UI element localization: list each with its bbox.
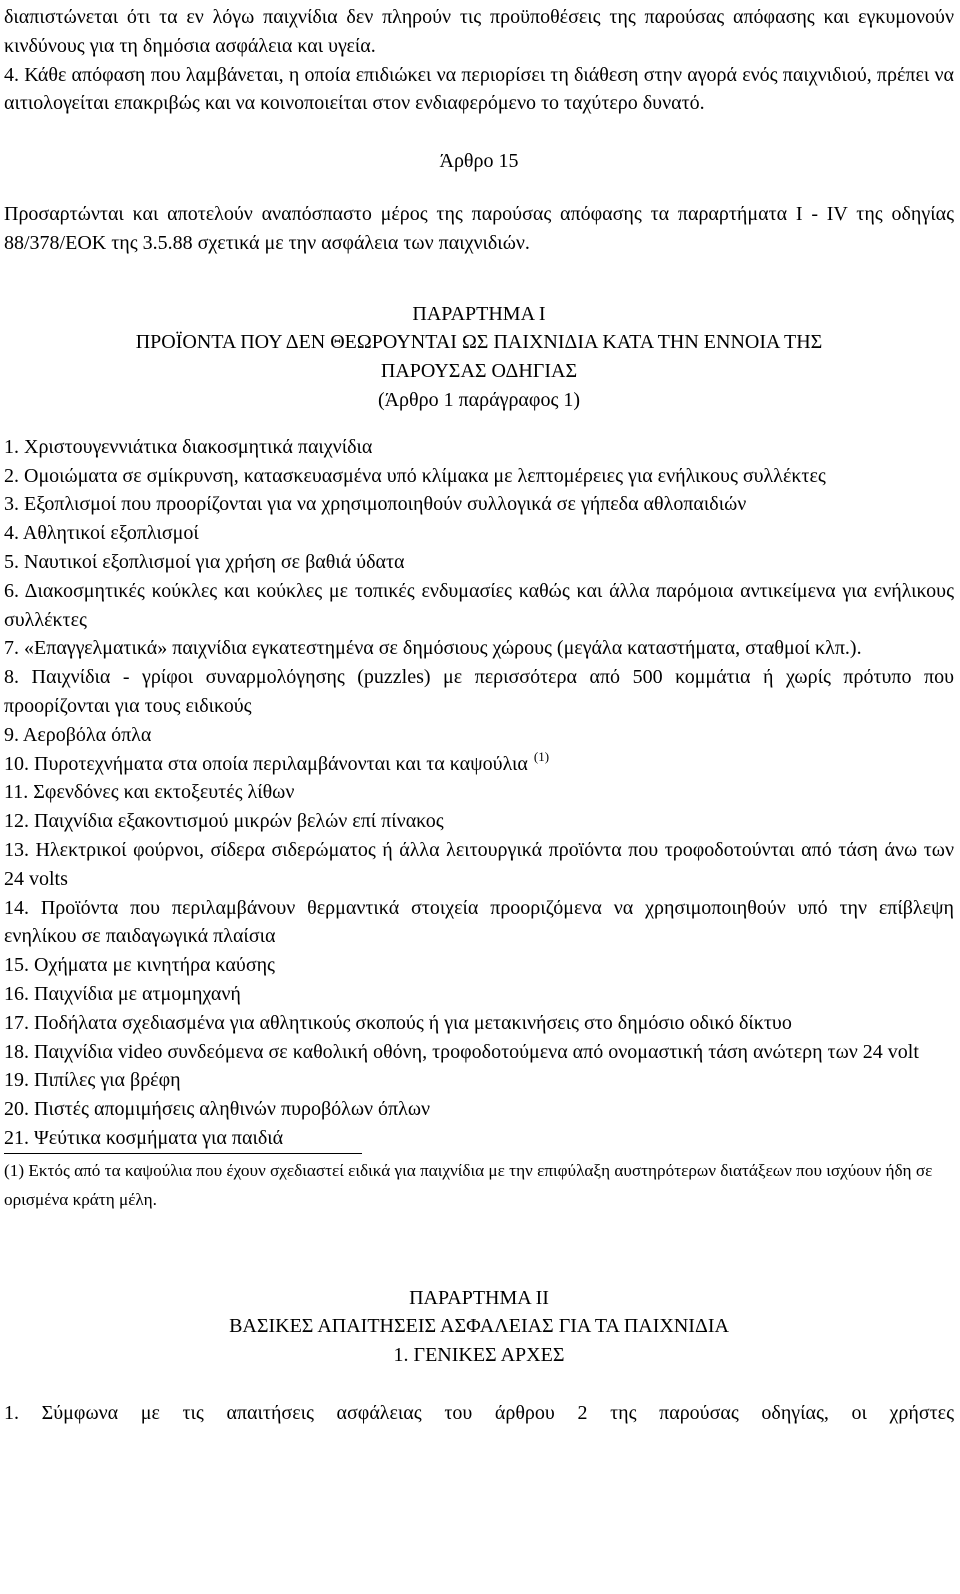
annex-1-title: ΠΑΡΑΡΤΗΜΑ Ι bbox=[412, 302, 546, 325]
list-item: 20. Πιστές απομιμήσεις αληθινών πυροβόλων όπλων bbox=[4, 1098, 431, 1121]
list-item: 12. Παιχνίδια εξακοντισμού μικρών βελών επί πίνακος bbox=[4, 810, 444, 833]
annex-2-header bbox=[4, 1284, 954, 1370]
footnote-text: (1) Εκτός από τα καψούλια που έχουν σχεδιαστεί ειδικά για παιχνίδια με την επιφύλαξη αυστηρότερων διατάξεων που ισχύουν ήδη σε ορισμένα κράτη μέλη. bbox=[4, 1160, 933, 1209]
list-item: 1. Χριστουγεννιάτικα διακοσμητικά παιχνίδια bbox=[4, 435, 373, 458]
annex-2-section-title: 1. ΓΕΝΙΚΕΣ ΑΡΧΕΣ bbox=[393, 1344, 565, 1367]
list-item: 14. Προϊόντα που περιλαμβάνουν θερμαντικά στοιχεία προοριζόμενα να χρησιμοποιηθούν υπό την επίβλεψη ενηλίκου σε παιδαγωγικά πλαίσια bbox=[4, 896, 954, 948]
annex-1-header bbox=[4, 300, 954, 415]
article-15-title: Άρθρο 15 bbox=[439, 150, 519, 173]
footnote-marker: (1) bbox=[533, 748, 550, 764]
annex-2-heading: ΒΑΣΙΚΕΣ ΑΠΑΙΤΗΣΕΙΣ ΑΣΦΑΛΕΙΑΣ ΓΙΑ ΤΑ ΠΑΙΧΝΙΔΙΑ bbox=[229, 1315, 729, 1338]
intro-paragraph-4: 4. Κάθε απόφαση που λαμβάνεται, η οποία επιδιώκει να περιορίσει τη διάθεση στην αγορά ενός παιχνιδιού, πρέπει να αιτιολογείται επακριβώς και να κοινοποιείται στον ενδιαφερόμενο το ταχύτερο δυνατό. bbox=[4, 63, 954, 115]
annex-1-heading-line-1: ΠΡΟΪΟΝΤΑ ΠΟΥ ΔΕΝ ΘΕΩΡΟΥΝΤΑΙ ΩΣ ΠΑΙΧΝΙΔΙΑ ΚΑΤΑ ΤΗΝ ΕΝΝΟΙΑ ΤΗΣ bbox=[135, 331, 823, 354]
list-item: 19. Πιπίλες για βρέφη bbox=[4, 1069, 181, 1092]
annex-1-list bbox=[4, 433, 954, 1153]
list-item: 18. Παιχνίδια video συνδεόμενα σε καθολική οθόνη, τροφοδοτούμενα από ονομαστική τάση ανώτερη των 24 volt bbox=[4, 1040, 919, 1063]
list-item: 17. Ποδήλατα σχεδιασμένα για αθλητικούς σκοπούς ή για μετακινήσεις στο δημόσιο οδικό δίκτυο bbox=[4, 1011, 792, 1034]
list-item: 2. Ομοιώματα σε σμίκρυνση, κατασκευασμένα υπό κλίμακα με λεπτομέρειες για ενήλικους συλλέκτες bbox=[4, 464, 826, 487]
document-page bbox=[4, 0, 954, 1428]
list-item: 6. Διακοσμητικές κούκλες και κούκλες με τοπικές ενδυμασίες καθώς και άλλα παρόμοια αντικείμενα για ενήλικους συλλέκτες bbox=[4, 579, 954, 631]
annex-2-paragraph-1: 1. Σύμφωνα με τις απαιτήσεις ασφάλειας του άρθρου 2 της παρούσας οδηγίας, οι χρήστες bbox=[4, 1402, 954, 1425]
list-item-10 bbox=[4, 750, 954, 779]
annex-1-reference: (Άρθρο 1 παράγραφος 1) bbox=[377, 388, 581, 411]
list-item: 8. Παιχνίδια - γρίφοι συναρμολόγησης (puzzles) με περισσότερα από 500 κομμάτια ή χωρίς πρότυπο που προορίζονται για τους ειδικούς bbox=[4, 666, 954, 717]
footnote-separator bbox=[4, 1153, 362, 1154]
list-item-text: 10. Πυροτεχνήματα στα οποία περιλαμβάνονται και τα καψούλια bbox=[4, 752, 528, 775]
list-item: 5. Ναυτικοί εξοπλισμοί για χρήση σε βαθιά ύδατα bbox=[4, 550, 405, 573]
intro-paragraph-continued: διαπιστώνεται ότι τα εν λόγω παιχνίδια δεν πληρούν τις προϋποθέσεις της παρούσας απόφασης και εγκυμονούν κινδύνους για τη δημόσια ασφάλεια και υγεία. bbox=[4, 6, 954, 57]
list-item: 16. Παιχνίδια με ατμομηχανή bbox=[4, 982, 241, 1005]
list-item: 15. Οχήματα με κινητήρα καύσης bbox=[4, 954, 275, 977]
annex-1-heading-line-2: ΠΑΡΟΥΣΑΣ ΟΔΗΓΙΑΣ bbox=[380, 360, 578, 383]
list-item: 21. Ψεύτικα κοσμήματα για παιδιά bbox=[4, 1126, 284, 1149]
list-item: 3. Εξοπλισμοί που προορίζονται για να χρησιμοποιηθούν συλλογικά σε γήπεδα αθλοπαιδιών bbox=[4, 493, 747, 516]
annex-2-title: ΠΑΡΑΡΤΗΜΑ ΙΙ bbox=[409, 1286, 549, 1309]
list-item: 9. Αεροβόλα όπλα bbox=[4, 723, 152, 746]
list-item: 4. Αθλητικοί εξοπλισμοί bbox=[4, 522, 199, 545]
list-item: 7. «Επαγγελματικά» παιχνίδια εγκατεστημένα σε δημόσιους χώρους (μεγάλα καταστήματα, σταθμοί κλπ.). bbox=[4, 637, 862, 660]
list-item: 13. Ηλεκτρικοί φούρνοι, σίδερα σιδερώματος ή άλλα λειτουργικά προϊόντα που τροφοδοτούνται από τάση άνω των 24 volts bbox=[4, 838, 954, 890]
list-item: 11. Σφενδόνες και εκτοξευτές λίθων bbox=[4, 781, 295, 804]
article-15-body: Προσαρτώνται και αποτελούν αναπόσπαστο μέρος της παρούσας απόφασης τα παραρτήματα Ι - IV της οδηγίας 88/378/ΕΟΚ της 3.5.88 σχετικά με την ασφάλεια των παιχνιδιών. bbox=[4, 202, 954, 254]
